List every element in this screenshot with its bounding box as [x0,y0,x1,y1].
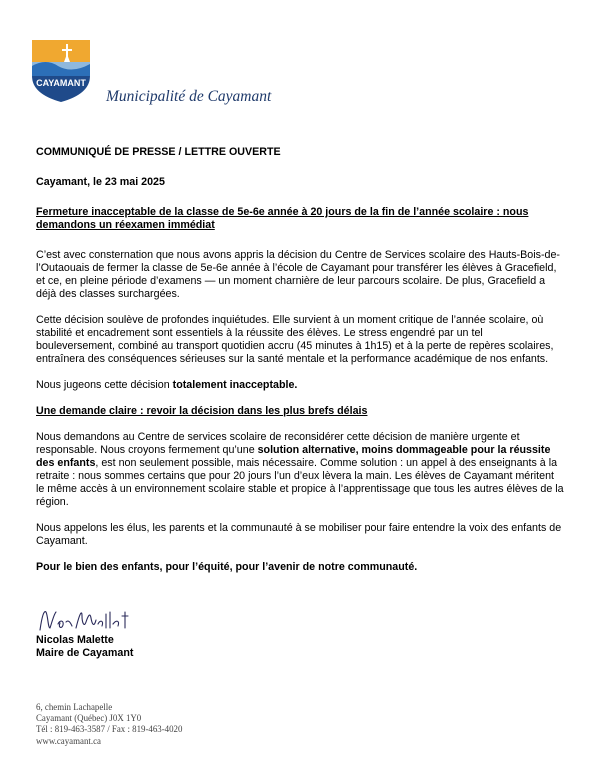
logo-wordmark: CAYAMANT [36,78,86,88]
letter-body [36,146,564,574]
paragraph-5-text-post: , est non seulement possible, mais nécessaire. Comme solution : un appel à des enseignants à la retraite : nous sommes certains que pour 20 jours l’un d’eux lèvera la main. Les élèves de Cayamant méritent le même accès à un environnement scolaire stable et propice à l’apprentissage que tous les autres élèves de la région. [36,457,564,508]
paragraph-3 [36,379,564,392]
paragraph-6: Nous appelons les élus, les parents et la communauté à se mobiliser pour faire entendre la voix des enfants de Cayamant. [36,522,562,547]
footer-phone-fax: Tél : 819-463-3587 / Fax : 819-463-4020 [36,724,183,735]
footer-street: 6, chemin Lachapelle [36,702,113,712]
paragraph-1: C’est avec consternation que nous avons appris la décision du Centre de Services scolaire des Hauts-Bois-de-l’Outaouais de fermer la classe de 5e-6e année à l’école de Cayamant pour transférer les élèves à Gracefield, et ce, en pleine période d’examens — un moment charnière de leur parcours scolaire. De plus, Gracefield a déjà des classes surchargées. [36,249,560,300]
signatory-name: Nicolas Malette [36,634,114,646]
signature-block [36,606,296,660]
paragraph-3-emphasis: totalement inacceptable. [172,379,298,391]
cayamant-logo [28,36,94,104]
footer-city: Cayamant (Québec) J0X 1Y0 [36,713,142,724]
paragraph-5-text-pre: Nous croyons fermement qu’une [100,444,258,456]
signatory-title: Maire de Cayamant [36,647,134,659]
section-subheading: Une demande claire : revoir la décision dans les plus brefs délais [36,405,368,417]
closing-line: Pour le bien des enfants, pour l’équité, pour l’avenir de notre communauté. [36,561,418,573]
paragraph-2: Cette décision soulève de profondes inquiétudes. Elle survient à un moment critique de l’année scolaire, où stabilité et encadrement sont essentiels à la réussite des élèves. Le stress engendré par un tel bouleversement, combiné au transport quotidien accru (45 minutes à 1h15) et à la perte de repères scolaires, entraînera des conséquences sérieuses sur la santé mentale et la performance académique de nos enfants. [36,314,554,365]
letter-date: Cayamant, le 23 mai 2025 [36,176,165,188]
letter-heading: COMMUNIQUÉ DE PRESSE / LETTRE OUVERTE [36,146,281,158]
letter-subject: Fermeture inacceptable de la classe de 5e-6e année à 20 jours de la fin de l’année scolaire : nous demandons un réexamen immédiat [36,206,529,231]
footer-website: www.cayamant.ca [36,735,101,746]
paragraph-5-emphasis: solution alternative, moins dommageable pour la réussite des enfants [36,444,551,469]
paragraph-4 [36,431,564,509]
municipality-name: Municipalité de Cayamant [106,88,272,105]
footer-address [36,702,182,747]
handwritten-signature [36,606,136,634]
paragraph-3-text: Nous jugeons cette décision [36,379,173,391]
paragraph-4-text: Nous demandons au Centre de services scolaire de reconsidérer cette décision de manière urgente et responsable. [36,431,520,456]
